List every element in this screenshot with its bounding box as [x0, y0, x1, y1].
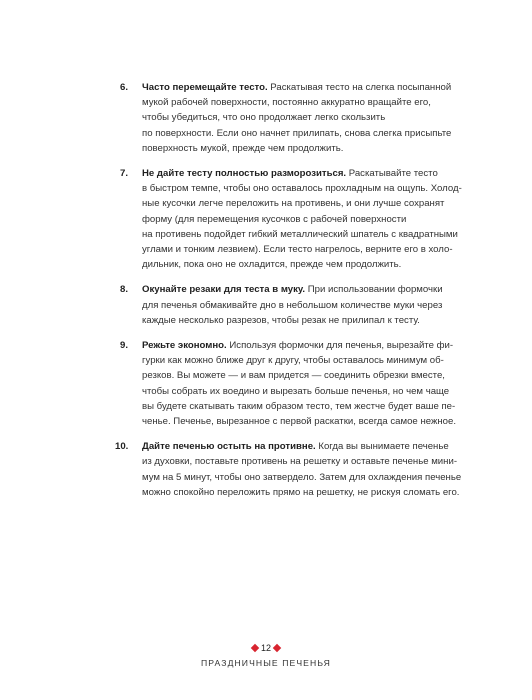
tip-item-9 [120, 338, 457, 429]
tip-number: 8. [120, 284, 129, 296]
tips-list [115, 80, 462, 510]
tip-first-line [142, 166, 438, 181]
tip-lead: Не дайте тесту полностью разморозиться. [142, 168, 347, 180]
page-number: 12 [260, 643, 271, 653]
tip-line: чтобы убедиться, что оно продолжает легко скользить [142, 112, 386, 124]
tip-number: 10. [115, 441, 129, 453]
tip-first-line [142, 338, 454, 353]
tip-line: поверхность мукой, прежде чем продолжить. [142, 142, 344, 154]
tip-line: дильник, пока оно не охладится, прежде чем продолжить. [142, 259, 402, 271]
book-title: ПРАЗДНИЧНЫЕ ПЕЧЕНЬЯ [201, 658, 331, 668]
tip-lead: Дайте печенью остыть на противне. [142, 441, 316, 453]
tip-item-8 [120, 282, 443, 328]
page-number-marker [252, 642, 280, 654]
tip-line: можно спокойно переложить прямо на решетку, не рискуя сломать его. [142, 486, 460, 498]
tip-line: ные кусочки легче переложить на противень, и они лучше сохранят [142, 198, 445, 210]
tip-first-rest: Используя формочки для печенья, вырезайте фи- [226, 340, 454, 352]
tip-first-rest: Раскатывайте тесто [346, 168, 438, 180]
tip-first-line [142, 80, 452, 95]
tip-line: мукой рабочей поверхности, постоянно аккуратно вращайте его, [142, 97, 431, 109]
tip-line: форму (для перемещения кусочков с рабочей поверхности [142, 213, 407, 225]
tip-line: вы будете скатывать таким образом тесто, тем жестче будет ваше пе- [142, 400, 456, 412]
tip-lead: Часто перемещайте тесто. [142, 82, 268, 93]
tip-line: углами и тонким лезвием). Если тесто нагрелось, верните его в холо- [142, 244, 453, 256]
tip-line: ченье. Печенье, вырезанное с первой раскатки, всегда самое нежное. [142, 416, 457, 428]
tip-item-7 [120, 166, 462, 272]
red-diamond-icon [273, 644, 281, 652]
tip-first-rest: Раскатывая тесто на слегка посыпанной [267, 82, 452, 93]
tip-line: по поверхности. Если оно начнет прилипать, снова слегка присыпьте [142, 127, 452, 139]
tip-line: чтобы собрать их воедино и вырезать больше печенья, но чем чаще [142, 385, 450, 397]
tip-line: из духовки, поставьте противень на решетку и оставьте печенье мини- [142, 456, 458, 468]
tip-number: 6. [120, 82, 129, 93]
tip-first-rest: Когда вы вынимаете печенье [315, 441, 449, 453]
tip-line: для печенья обмакивайте дно в небольшом количестве муки через [142, 299, 443, 311]
red-diamond-icon [251, 644, 259, 652]
tip-item-6 [120, 80, 452, 156]
tip-line: на противень подойдет гибкий металлический шпатель с квадратными [142, 228, 458, 240]
tip-first-line [142, 282, 443, 297]
tip-line: каждые несколько разрезов, чтобы резак не прилипал к тесту. [142, 314, 420, 326]
tip-line: мум на 5 минут, чтобы оно затвердело. Затем для охлаждения печенье [142, 471, 462, 483]
tip-line: резков. Вы можете — и вам придется — соединить обрезки вместе, [142, 370, 445, 382]
tip-first-line [142, 439, 449, 454]
tip-number: 9. [120, 340, 129, 352]
tip-number: 7. [120, 168, 129, 180]
page-footer [0, 638, 532, 669]
tip-lead: Режьте экономно. [142, 340, 227, 352]
tip-line: гурки как можно ближе друг к другу, чтобы оставалось минимум об- [142, 355, 444, 367]
tip-first-rest: При использовании формочки [305, 284, 443, 296]
tip-lead: Окунайте резаки для теста в муку. [142, 284, 306, 296]
tip-line: в быстром темпе, чтобы оно оставалось прохладным на ощупь. Холод- [142, 183, 462, 195]
tip-item-10 [115, 439, 462, 500]
